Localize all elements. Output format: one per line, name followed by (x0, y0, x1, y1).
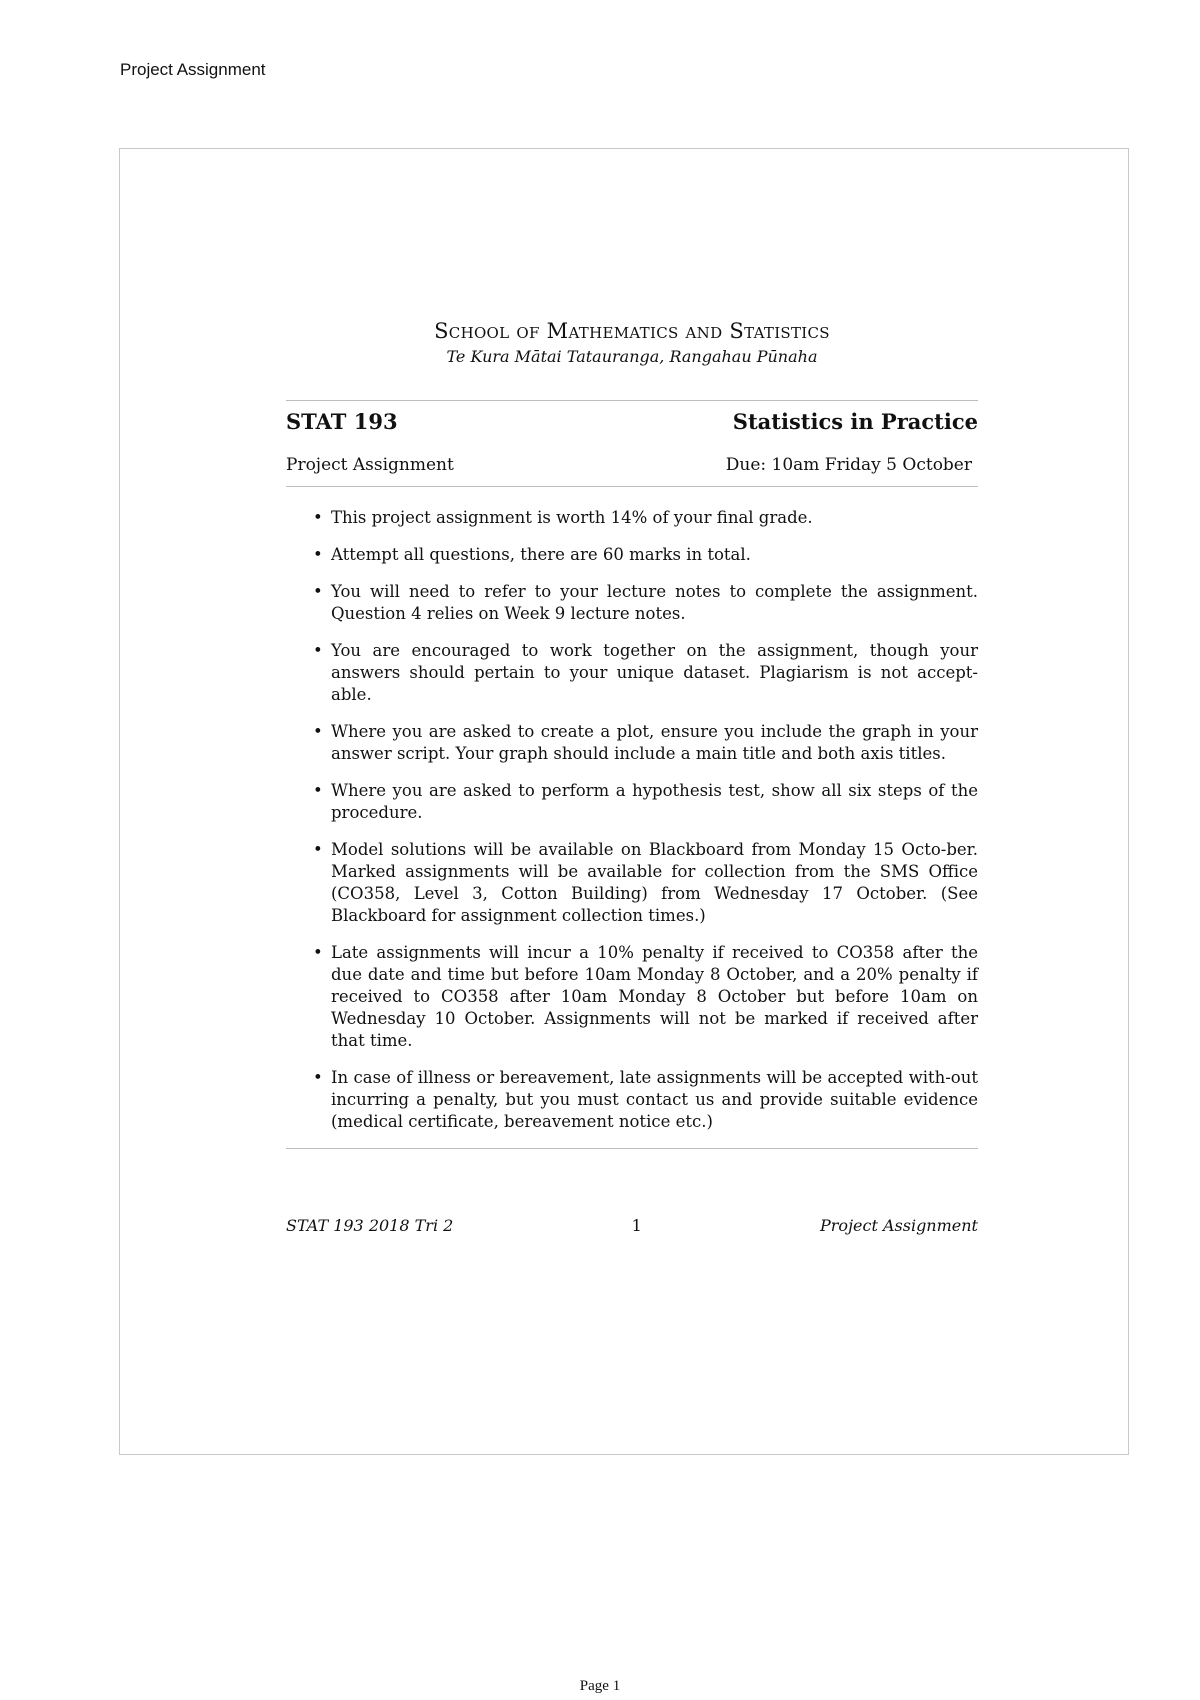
course-code: STAT 193 (286, 409, 398, 434)
bullet-icon: • (313, 582, 323, 601)
assignment-row (286, 453, 978, 486)
bullet-icon: • (313, 943, 323, 962)
list-item-text: Model solutions will be available on Blackboard from Monday 15 Octo-ber. Marked assignments will be available for collection from the SMS Office (CO358, Level 3, Cotton Building) from Wednesday 17 October. (See Blackboard for assignment collection times.) (331, 840, 978, 925)
document-body (286, 318, 978, 1237)
footer-page-number: 1 (631, 1216, 642, 1235)
footer-course-term: STAT 193 2018 Tri 2 (286, 1216, 454, 1235)
list-item (286, 1067, 978, 1133)
list-item (286, 780, 978, 824)
list-item (286, 507, 978, 529)
due-date: Due: 10am Friday 5 October (725, 455, 972, 475)
bullet-icon: • (313, 722, 323, 741)
assignment-label: Project Assignment (286, 455, 454, 475)
list-item-text: In case of illness or bereavement, late assignments will be accepted with-out incurring a penalty, but you must contact us and provide suitable evidence (medical certificate, bereavement notice etc.) (331, 1068, 978, 1131)
instructions-list (286, 507, 978, 1133)
list-item (286, 942, 978, 1052)
page-number: Page 1 (579, 1678, 621, 1694)
bottom-divider (286, 1148, 978, 1149)
bullet-icon: • (313, 545, 323, 564)
list-item-text: This project assignment is worth 14% of your final grade. (331, 508, 813, 527)
list-item (286, 544, 978, 566)
course-title: Statistics in Practice (732, 409, 978, 434)
list-item (286, 721, 978, 765)
list-item-text: Late assignments will incur a 10% penalty if received to CO358 after the due date and time but before 10am Monday 8 October, and a 20% penalty if received to CO358 after 10am Monday 8 October but before 10am on Wednesday 10 October. Assignments will not be marked if received after that time. (331, 943, 978, 1050)
list-item-text: Attempt all questions, there are 60 marks in total. (331, 545, 751, 564)
bullet-icon: • (313, 641, 323, 660)
bullet-icon: • (313, 1068, 323, 1087)
footer-assignment-label: Project Assignment (820, 1216, 978, 1235)
running-header: Project Assignment (120, 60, 266, 79)
bullet-icon: • (313, 840, 323, 859)
course-row (286, 407, 978, 437)
list-item-text: Where you are asked to create a plot, ensure you include the graph in your answer script. Your graph should include a main title and both axis titles. (331, 722, 978, 763)
header-divider (286, 486, 978, 487)
list-item (286, 839, 978, 927)
top-divider (286, 400, 978, 401)
bullet-icon: • (313, 508, 323, 527)
list-item-text: Where you are asked to perform a hypothesis test, show all six steps of the procedure. (331, 781, 978, 822)
school-subtitle: Te Kura Mātai Tatauranga, Rangahau Pūnaha (446, 347, 818, 366)
document-footer (286, 1215, 978, 1237)
list-item-text: You are encouraged to work together on the assignment, though your answers should pertain to your unique dataset. Plagiarism is not accept-able. (331, 641, 978, 704)
list-item (286, 581, 978, 625)
bullet-icon: • (313, 781, 323, 800)
list-item-text: You will need to refer to your lecture notes to complete the assignment. Question 4 relies on Week 9 lecture notes. (331, 582, 978, 623)
school-name: School of Mathematics and Statistics (434, 319, 830, 343)
list-item (286, 640, 978, 706)
